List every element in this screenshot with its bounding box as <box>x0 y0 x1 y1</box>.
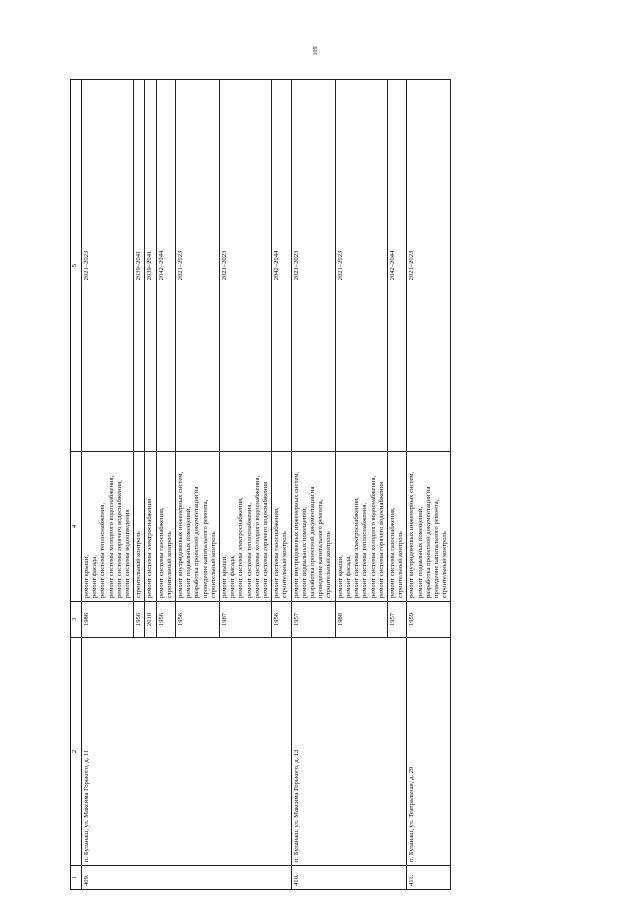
works-cell <box>220 452 272 602</box>
work-item: проведение капитального ремонта, <box>201 499 209 598</box>
works-cell <box>176 452 220 602</box>
year-cell: 1959 <box>407 602 451 638</box>
work-item: ремонт внутридомовых инженерных систем, <box>292 471 300 598</box>
work-item: ремонт внутридомовых инженерных систем, <box>177 471 185 598</box>
year-cell: 1988 <box>335 602 387 638</box>
work-item: ремонт крыши, <box>336 555 344 598</box>
work-item: проведение капитального ремонта, <box>317 499 325 598</box>
work-item: строительный контроль <box>441 531 449 598</box>
period-cell: 2039–2041 <box>134 80 145 452</box>
work-item: ремонт системы холодного водоснабжения, <box>369 475 377 598</box>
work-item: строительный контроль <box>135 531 143 598</box>
year-cell: 1956 <box>134 602 145 638</box>
header-col-2: 2 <box>71 638 82 866</box>
repair-schedule-table <box>70 79 451 890</box>
work-item: ремонт системы холодного водоснабжения, <box>253 475 261 598</box>
works-cell <box>134 452 145 602</box>
works-cell <box>407 452 451 602</box>
period-cell: 2021–2023 <box>291 80 335 452</box>
work-item: разработка проектной документации на <box>424 486 432 598</box>
header-col-1: 1 <box>71 866 82 890</box>
table-row <box>407 80 451 890</box>
work-item: ремонт системы электроснабжения <box>146 498 154 598</box>
work-item: строительный контроль <box>209 531 217 598</box>
work-item: разработка проектной документации на <box>193 486 201 598</box>
work-item: ремонт внутридомовых инженерных систем, <box>408 471 416 598</box>
period-cell: 2021–2023 <box>82 80 134 452</box>
year-cell: 1957 <box>291 602 335 638</box>
work-item: строительный контроль <box>325 531 333 598</box>
work-item: ремонт системы горячего водоснабжения <box>377 481 385 598</box>
works-cell <box>387 452 406 602</box>
period-cell: 2042–2044 <box>156 80 175 452</box>
header-row <box>71 80 82 890</box>
works-cell <box>156 452 175 602</box>
year-cell: 1987 <box>220 602 272 638</box>
works-cell <box>335 452 387 602</box>
work-item: разработка проектной документации на <box>309 486 317 598</box>
work-item: ремонт крыши, <box>221 555 229 598</box>
year-cell: 1956 <box>176 602 220 638</box>
work-item: ремонт фасада, <box>344 555 352 598</box>
work-item: ремонт подвальных помещений, <box>416 507 424 598</box>
period-cell: 2021–2023 <box>220 80 272 452</box>
header-col-5: 5 <box>71 80 82 452</box>
work-item: ремонт подвальных помещений, <box>185 507 193 598</box>
period-cell: 2042–2044 <box>387 80 406 452</box>
entry-number: 411. <box>407 866 451 890</box>
entry-address: п. Буланаш, ул. Максима Горького, д. 11 <box>82 638 292 866</box>
work-item: ремонт системы электроснабжения, <box>353 497 361 598</box>
work-item: ремонт фасада, <box>229 555 237 598</box>
work-item: ремонт крыши, <box>83 555 90 598</box>
period-cell: 2021–2023 <box>176 80 220 452</box>
work-item: строительный контроль <box>281 531 289 598</box>
work-item: ремонт системы теплоснабжения, <box>245 503 253 598</box>
work-item: ремонт системы газоснабжения, <box>388 507 396 598</box>
period-cell: 2021–2023 <box>407 80 451 452</box>
period-cell: 2042–2044 <box>272 80 291 452</box>
header-col-4: 4 <box>71 452 82 602</box>
work-item: ремонт системы газоснабжения, <box>157 507 165 598</box>
works-cell <box>82 452 134 602</box>
year-cell: 1956 <box>156 602 175 638</box>
work-item: ремонт системы теплоснабжения, <box>361 503 369 598</box>
entry-address: п. Буланаш, ул. Театральная, д. 29 <box>407 638 451 866</box>
work-item: ремонт системы холодного водоснабжения, <box>107 475 115 598</box>
work-item: ремонт системы водоотведения <box>124 509 132 598</box>
year-cell: 2010 <box>145 602 156 638</box>
rotated-table-wrapper <box>70 80 595 890</box>
work-item: строительный контроль <box>165 531 173 598</box>
table-row <box>291 80 335 890</box>
page-number: 109 <box>313 46 319 56</box>
period-cell: 2021–2023 <box>335 80 387 452</box>
header-col-3: 3 <box>71 602 82 638</box>
work-item: проведение капитального ремонта, <box>432 499 440 598</box>
year-cell: 1986 <box>82 602 134 638</box>
period-cell: 2039–2041 <box>145 80 156 452</box>
works-cell <box>272 452 291 602</box>
work-item: ремонт системы газоснабжения, <box>273 507 281 598</box>
entry-number: 409. <box>82 866 292 890</box>
work-item: ремонт системы горячего водоснабжения, <box>115 480 123 598</box>
work-item: ремонт системы теплоснабжения, <box>99 503 107 598</box>
work-item: ремонт системы электроснабжения, <box>237 497 245 598</box>
work-item: строительный контроль <box>397 531 405 598</box>
works-cell <box>291 452 335 602</box>
work-item: ремонт системы горячего водоснабжения <box>262 481 270 598</box>
table-body <box>82 80 451 890</box>
entry-number: 410. <box>291 866 407 890</box>
year-cell: 1957 <box>387 602 406 638</box>
entry-address: п. Буланаш, ул. Максима Горького, д. 13 <box>291 638 407 866</box>
work-item: ремонт фасада, <box>91 555 99 598</box>
year-cell: 1956 <box>272 602 291 638</box>
works-cell <box>145 452 156 602</box>
work-item: ремонт подвальных помещений, <box>300 507 308 598</box>
table-row <box>82 80 134 890</box>
